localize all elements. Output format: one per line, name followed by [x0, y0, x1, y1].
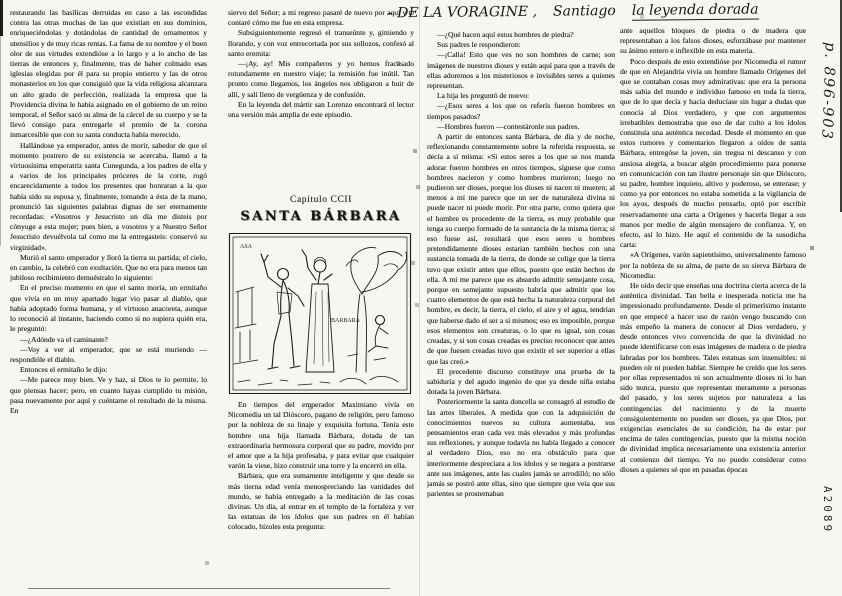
- paragraph: —¿Qué hacen aquí estos hombres de piedra?: [437, 30, 574, 39]
- right-page-column-2: [620, 26, 806, 588]
- woodcut-barbara-label: BARBARA: [331, 318, 361, 324]
- paragraph: Bárbara, que era sumamente inteligente y que desde su más tierna edad venía menospreciando las vanidades del mundo, se había entregado a la meditación de las cosas divinas. Un día, al entrar en el templo de la fortaleza y ver las estatuas de los ídolos que sus padres en él habían colocado, hízoles esta pregunta:: [228, 471, 414, 532]
- paragraph: ante aquellos bloques de piedra o de madera que representaban a los falsos dioses, esforzábase por mantener su ánimo entero e inflexible en esta materia.: [620, 26, 806, 56]
- handwritten-title: [388, 1, 840, 24]
- paragraph: Sus padres le respondieron:: [437, 40, 521, 50]
- paragraph: La hija les preguntó de nuevo:: [437, 91, 530, 101]
- handwritten-page-range-note: p. 896-903: [818, 41, 838, 142]
- paragraph: —¡Calla! Esto que ves no son hombres de carne; son imágenes de nuestros dioses y están aquí para que a través de ellas adoremos a los misteriosos e invisibles seres a quienes representan.: [427, 50, 615, 91]
- paragraph: siervo del Señor; a mi regreso pasaré de nuevo por aquí y te contaré cómo me fue en esta empresa.: [228, 8, 414, 28]
- paragraph: —¿Adónde va el caminante?: [20, 334, 108, 344]
- paragraph: Murió el santo emperador y lloró la tierra su partida; el cielo, en cambio, la celebró con exultación. Que no era para menos tan jubiloso recibimiento demuéstralo lo siguiente:: [10, 252, 207, 283]
- paragraph: Poco después de esto extendióse por Nicomedia el rumor de que en Alejandría vivía un hombre llamado Orígenes del que se contaban cosas muy admirativas: que era la persona más sabia del mundo e individuo famoso en toda la tierra, que de lo que decía y hacía deducíase sin lugar a dudas que conocía al Dios verdadero, y que con argumentos irrebatibles demostraba que eso de dar culto a los ídolos constituía una auténtica necedad. Desde el momento en que estos rumores y comentarios llegaron a oídos de santa Bárbara, entregóse la joven, sin tregua ni descanso y con ansiosa alegría, a buscar algún procedimiento para ponerse en comunicación con tan ilustre personaje sin que Dióscoro, su padre, hombre inquieto, altivo y poderoso, se enterase; y como ya por entonces no estaba sometida a la vigilancia de los ayos, después de mucho pensarlo, optó por escribir reservadamente una carta a Orígenes y hacerla llegar a sus manos por medio de algún mensajero de confianza. Y, en efecto, así lo hizo. He aquí el contenido de la susodicha carta:: [620, 56, 806, 250]
- chapter-heading: Capítulo CCII: [290, 195, 352, 205]
- catalog-number-stamp: A2089: [821, 486, 834, 535]
- page-fold-line: [419, 0, 420, 596]
- paragraph: Entonces el ermitaño le dijo:: [20, 365, 108, 375]
- paragraph: El precedente discurso constituye una prueba de la sabiduría y del agudo ingenio de que ya desde niña estaba dotada la joven Bárbara.: [427, 366, 615, 397]
- handwritten-title-author: - DE LA VORAGINE ,: [387, 3, 538, 22]
- paragraph: —¡Ay, ay! Mis compañeros y yo hemos fracasado rotundamente en nuestro viaje; la remisión fue inútil. Tan pronto como llegamos, los ángeles nos obligaron a huir de allí, y salí lleno de vergüenza y de confusión.: [228, 59, 414, 99]
- scan-speckles: [0, 0, 2, 2]
- left-edge-mark: [0, 0, 3, 36]
- paragraph: Posteriormente la santa doncella se consagró al estudio de las artes liberales. A medida que con la adquisición de conocimientos nuevos su cultura aumentaba, sus pensamientos eran cada vez más elevados y más profundas sus reflexiones, y aunque todavía no había llegado a conocer al verdadero Dios, eso no era obstáculo para que interiormente despreciara a los ídolos y se negara a postrarse ante sus imágenes, ante las cuales jamás se arrodilló; no sólo jamás se postró ante ellas, sino que siempre que veía que sus parientes se prosternaban: [427, 397, 615, 499]
- chapter-title: SANTA BÁRBARA: [240, 209, 402, 224]
- paragraph: En el preciso momento en que el santo moría, un ermitaño que vivía en un muy apartado lugar vio pasar al diablo, que había adoptado forma humana, y el virtuoso anacoreta, aunque lo reconoció al instante, haciendo como si no supiera quién era, le preguntó:: [10, 283, 207, 334]
- paragraph: A partir de entonces santa Bárbara, de día y de noche, reflexionando constantemente sobre la referida respuesta, se decía a sí misma: «Si estos seres a los que se nos manda adorar fueron hombres en otros tiempos, síguese que como hombres nacieron y como hombres murieron; luego no pudieron ser dioses, porque los dioses ni nacen ni mueren; al menos a mí me parece que un ser de naturaleza divina ni puede nacer ni puede morir. Por otra parte, como quiera que el hombre es procedente de la tierra, es muy probable que tenga su cuerpo formado de la sustancia de la misma tierra; si eso fuese así, resultará que esos seres u hombres pretendidamente dioses estarían también hechos con una sustancia tomada de la tierra, de donde se colige que la tierra tuvo que existir antes que ellos, puesto que están hechos de ella. A mí me parece que es absurdo admitir semejante cosa, porque en semejante supuesto habría que admitir que los cuatro elementos de que está hecha la naturaleza corporal del hombre, es decir, la tierra, el cielo, el aire y el agua, tendrían que haberse dado el ser a sí mismos; eso es imposible, porque esos elementos son creaturas, o lo que es igual, son cosas creadas, y si son cosas creadas es preciso reconocer que antes de que fuesen creadas tuvo que existir el ser superior a ellas que las creó.»: [427, 132, 615, 366]
- paragraph: Subsiguientemente regresó el transeúnte y, gimiendo y llorando, y con voz entrecortada por sus sollozos, confesó al santo eremita:: [228, 28, 414, 58]
- paragraph: —Me parece muy bien. Ve y haz, si Dios te lo permite, lo que piensas hacer; pero, en cuanto hayas cumplido tu misión, pasa nuevamente por aquí y cuéntame el resultado de la misma. En: [10, 375, 207, 415]
- left-edge-shadow: [0, 36, 1, 246]
- paragraph: En la leyenda del mártir san Lorenzo encontrará el lector una versión más amplia de este episodio.: [228, 99, 414, 120]
- paragraph: —Voy a ver al emperador, que se está muriendo —respondióle el diablo.: [10, 344, 207, 364]
- woodcut-corner-text: ASA: [240, 244, 253, 250]
- left-page-column-1: [10, 8, 207, 588]
- paragraph: —Hombres fueron —contestáronle sus padres.: [437, 121, 580, 131]
- handwritten-title-book: la leyenda dorada: [631, 1, 759, 19]
- paragraph: —¿Esos seres a los que os referís fueron hombres en tiempos pasados?: [427, 101, 615, 121]
- handwritten-title-name: Santiago: [552, 2, 616, 20]
- left-page-column-2-top: [228, 8, 414, 136]
- left-page-column-2-bottom: [228, 400, 414, 586]
- right-page-column-1: [427, 30, 615, 588]
- paragraph: restaurando las basílicas derruidas en caso a las escondidas contra las otras muchas de las que existían en sus dominios, enriqueciéndolas y dotándolas de cantidad de ornamentos y utensilios y de muy ricas rentas. La fama de su nombre y el buen olor de sus virtudes extendióse a lo largo y a lo ancho de las tierras de entonces y, finalmente, tras de haber colmado esas iglesias elegidas por él para su propio entierro y las de otros monasterios en los que consiguió que la vida religiosa alcanzara un alto grado de perfección, realizada la empresa que la Providencia divina le había asignado en el gobierno de un reino temporal, el Señor sacó su alma de la cárcel de su cuerpo y se la llevó consigo para entregarle el premio de la corona inmarcesible que con su santa conducta había merecido.: [10, 8, 207, 140]
- paragraph: He oído decir que enseñas una doctrina cierta acerca de la auténtica divinidad. Tan bella e inesperada noticia me ha impresionado profundamente. Desde el primerísimo instante en que empecé a hacer uso de razón vengo buscando con más empeño la manera de conocer al Dios verdadero, y desde entonces vivo convencida de que la divinidad no puede identificarse con esas imágenes de madera o de piedra labradas por los hombres. Tales estatuas son insensibles: ni pueden oír ni pueden hablar. Siempre he creído que los seres por ellas representados ni son actualmente dioses ni lo han sido nunca, puesto que representan meramente a personas del pasado, y los seres sujetos por naturaleza a las contingencias del nacimiento y de la muerte consiguientemente no pueden ser dioses, ya que Dios, por exigencias esenciales de su condición, ha de estar por encima de tales contingencias, puesto que la misma noción de divinidad implica necesariamente una existencia anterior al comienzo del tiempo. Yo no puedo considerar como dioses a quienes sé que en pasadas épocas: [620, 281, 806, 474]
- paragraph: En tiempos del emperador Maximiano vivía en Nicomedia un tal Dióscoro, pagano de religión, pero famoso por la nobleza de su linaje y exquisita fortuna. Tenía este hombre una hija llamada Bárbara, dotada de tan extraordinaria hermosura corporal que su padre, movido por el amor que a la hija profesaba, y para evitar que cualquier varón la viese, hizo construir una torre y la encerró en ella.: [228, 400, 414, 471]
- paragraph: «A Orígenes, varón sapientísimo, universalmente famoso por la nobleza de su alma, de parte de su sierva Bárbara de Nicomedia:: [620, 250, 806, 280]
- paragraph: Hallándose ya emperador, antes de morir, sabedor de que el momento postrero de su existencia se acercaba, llamó a la virtuosísima emperatriz santa Cunegunda, a los padres de ella y a varios de los principales próceres de la corte, rogó encarecidamente a todos los presentes que honraran a la que había sido su esposa y, finalmente, tomando a ésta de la mano, pronunció las siguientes palabras dignas de ser eternamente recordadas: «Vosotros y Jesucristo un día me disteis por cónyuge a esta mujer; pues bien, a vosotros y a Nuestro Señor Jesucristo devuélvola tal como me la entregasteis: conservó su virginidad».: [10, 140, 207, 252]
- santa-barbara-woodcut: [228, 232, 412, 395]
- bottom-rule-line: [28, 588, 390, 589]
- woodcut-illustration: [228, 232, 412, 395]
